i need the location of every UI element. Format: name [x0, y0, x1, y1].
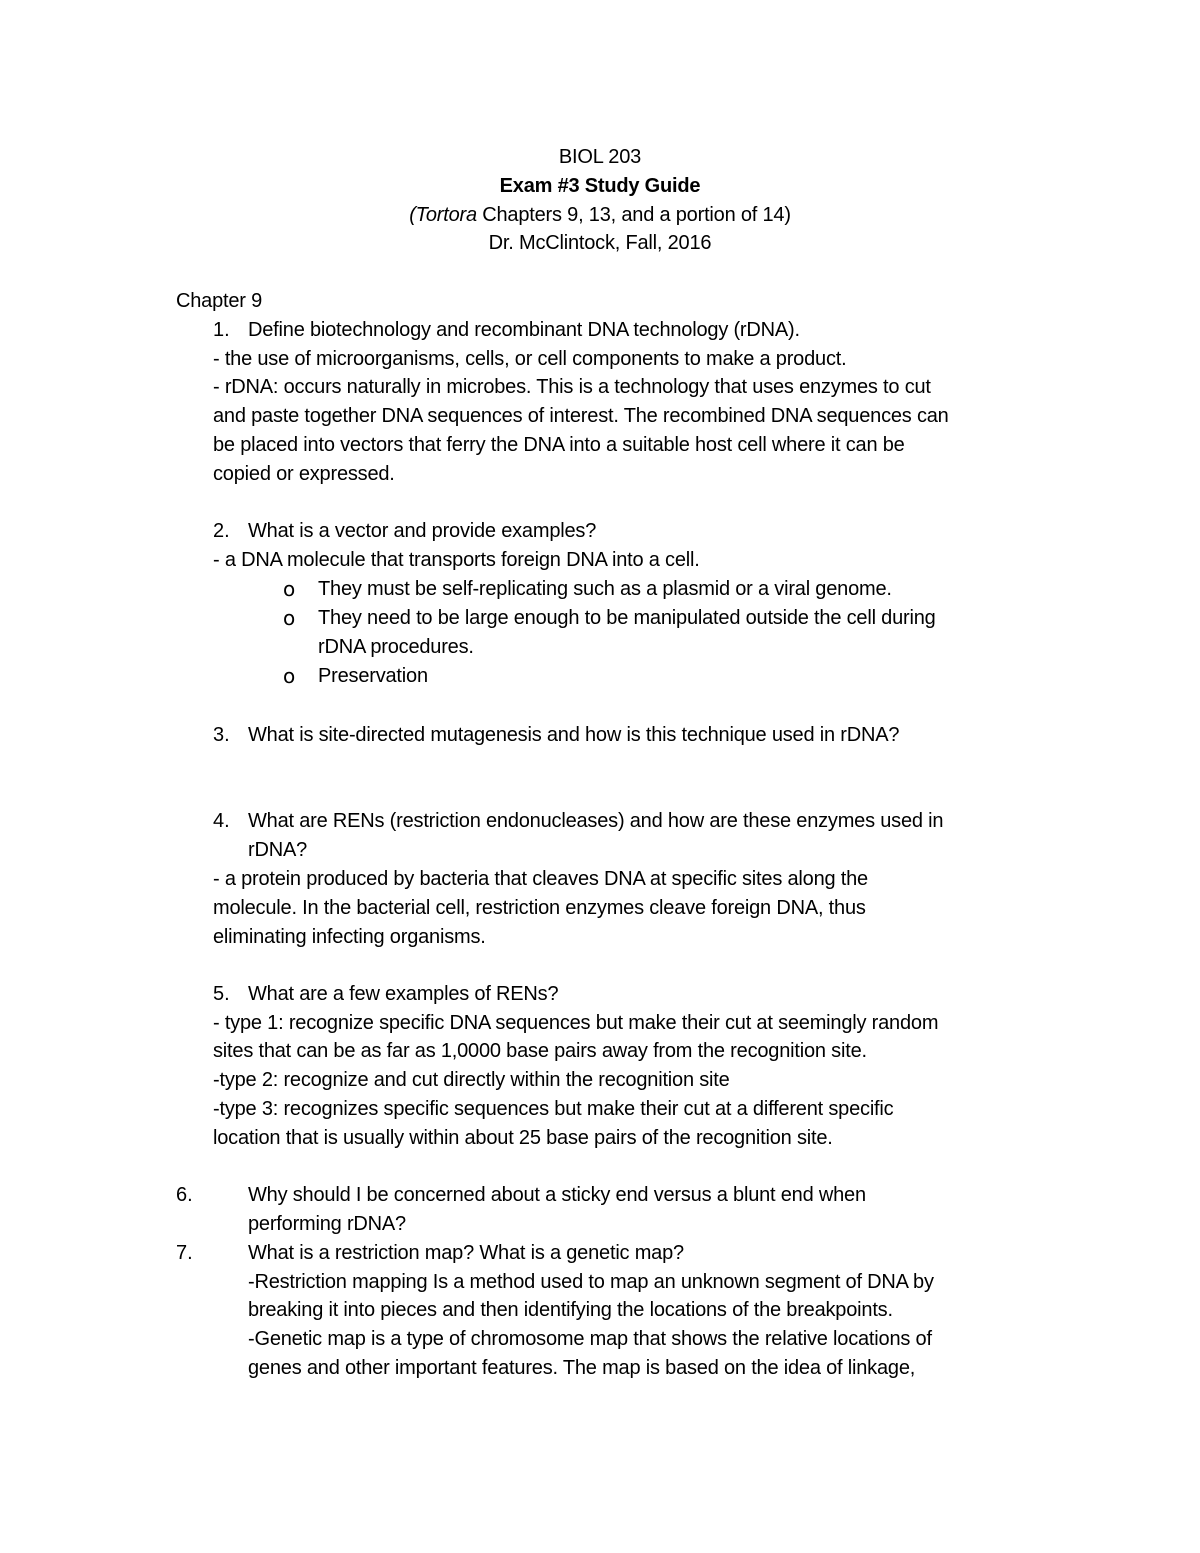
- question-text: Why should I be concerned about a sticky end versus a blunt end when: [248, 1184, 866, 1206]
- question-text: What are a few examples of RENs?: [248, 983, 559, 1005]
- question-text: What is a vector and provide examples?: [248, 520, 597, 542]
- question-text: What is site-directed mutagenesis and how is this technique used in rDNA?: [248, 724, 900, 746]
- bullet-icon: o: [283, 664, 296, 688]
- answer-line: copied or expressed.: [213, 463, 395, 485]
- chapters-range: Chapters 9, 13, and a portion of 14): [476, 204, 791, 226]
- question-text: What are RENs (restriction endonucleases) and how are these enzymes used in: [248, 810, 944, 832]
- question-text: performing rDNA?: [248, 1213, 406, 1235]
- bullet-icon: o: [283, 577, 296, 601]
- chapters-subtitle: [0, 201, 1200, 229]
- textbook-name: Tortora: [415, 204, 477, 226]
- answer-line: -Genetic map is a type of chromosome map that shows the relative locations of: [248, 1328, 932, 1350]
- question-number: 3.: [213, 724, 230, 746]
- question-number: 7.: [176, 1242, 193, 1264]
- answer-line: - a protein produced by bacteria that cleaves DNA at specific sites along the: [213, 868, 868, 890]
- chapters-open-paren: (: [409, 204, 416, 226]
- answer-line: - type 1: recognize specific DNA sequences but make their cut at seemingly random: [213, 1012, 939, 1034]
- question-number: 4.: [213, 810, 230, 832]
- question-number: 5.: [213, 983, 230, 1005]
- answer-line: sites that can be as far as 1,0000 base pairs away from the recognition site.: [213, 1040, 867, 1062]
- exam-title: Exam #3 Study Guide: [499, 175, 701, 197]
- chapter-heading: Chapter 9: [176, 290, 263, 312]
- bullet-text: They must be self-replicating such as a plasmid or a viral genome.: [318, 578, 892, 600]
- question-number: 1.: [213, 319, 230, 341]
- instructor-line: Dr. McClintock, Fall, 2016: [488, 232, 712, 254]
- answer-line: - a DNA molecule that transports foreign DNA into a cell.: [213, 549, 700, 571]
- answer-line: -Restriction mapping Is a method used to map an unknown segment of DNA by: [248, 1271, 934, 1293]
- answer-line: eliminating infecting organisms.: [213, 926, 486, 948]
- bullet-text: Preservation: [318, 665, 428, 687]
- answer-line: - rDNA: occurs naturally in microbes. This is a technology that uses enzymes to cut: [213, 376, 931, 398]
- question-text: Define biotechnology and recombinant DNA technology (rDNA).: [248, 319, 800, 341]
- answer-line: molecule. In the bacterial cell, restriction enzymes cleave foreign DNA, thus: [213, 897, 866, 919]
- course-title: BIOL 203: [558, 146, 642, 168]
- bullet-icon: o: [283, 606, 296, 630]
- question-number: 2.: [213, 520, 230, 542]
- answer-line: and paste together DNA sequences of interest. The recombined DNA sequences can: [213, 405, 949, 427]
- question-text: rDNA?: [248, 839, 308, 861]
- answer-line: genes and other important features. The map is based on the idea of linkage,: [248, 1357, 916, 1379]
- answer-line: -type 2: recognize and cut directly within the recognition site: [213, 1069, 730, 1091]
- answer-line: breaking it into pieces and then identifying the locations of the breakpoints.: [248, 1299, 893, 1321]
- answer-line: -type 3: recognizes specific sequences but make their cut at a different specific: [213, 1098, 894, 1120]
- question-text: What is a restriction map? What is a genetic map?: [248, 1242, 684, 1264]
- question-number: 6.: [176, 1184, 193, 1206]
- answer-line: location that is usually within about 25 base pairs of the recognition site.: [213, 1127, 833, 1149]
- bullet-text: They need to be large enough to be manipulated outside the cell during: [318, 607, 936, 629]
- answer-line: - the use of microorganisms, cells, or cell components to make a product.: [213, 348, 847, 370]
- answer-line: be placed into vectors that ferry the DNA into a suitable host cell where it can be: [213, 434, 905, 456]
- bullet-text: rDNA procedures.: [318, 636, 474, 658]
